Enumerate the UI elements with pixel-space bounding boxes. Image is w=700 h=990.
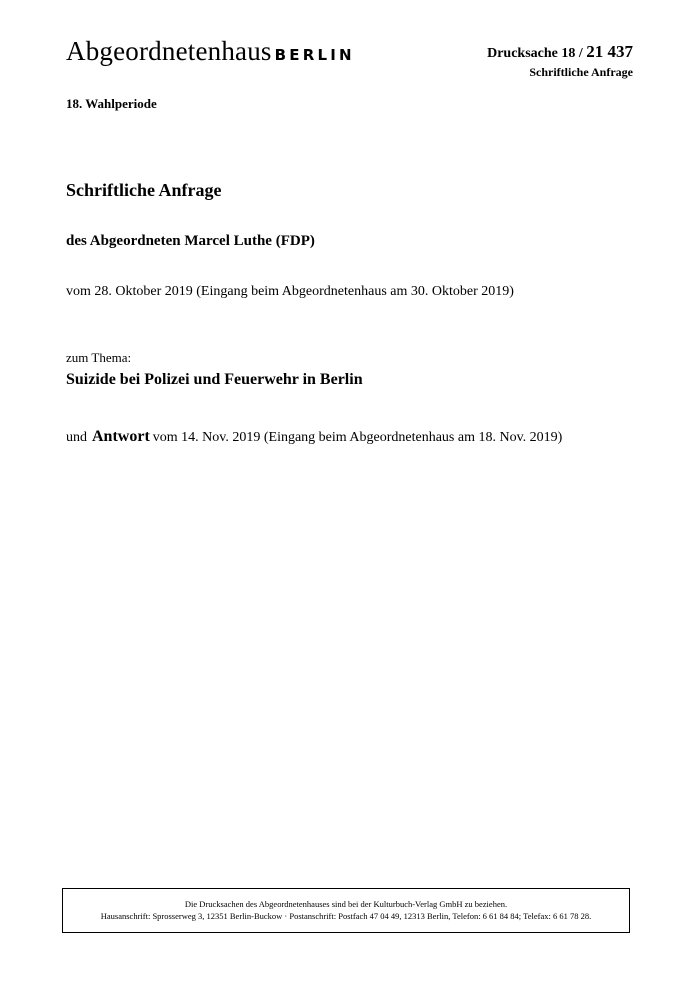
answer-label: Antwort [92, 428, 150, 445]
inquiry-dateline: vom 28. Oktober 2019 (Eingang beim Abgeordnetenhaus am 30. Oktober 2019) [66, 284, 514, 299]
topic-title: Suizide bei Polizei und Feuerwehr in Berlin [66, 371, 363, 388]
document-number [487, 43, 633, 61]
logo-wordmark: Abgeordnetenhaus [66, 36, 272, 66]
legislative-period: 18. Wahlperiode [66, 96, 157, 111]
answer-line [66, 428, 562, 446]
answer-prefix: und [66, 430, 87, 445]
author-line: des Abgeordneten Marcel Luthe (FDP) [66, 233, 315, 249]
footer-line-2: Hausanschrift: Sprosserweg 3, 12351 Berlin-Buckow · Postanschrift: Postfach 47 04 49, 12313 Berlin, Telefon: 6 61 84 84; Telefax: 6 61 78 28. [100, 911, 592, 921]
answer-dateline: vom 14. Nov. 2019 (Eingang beim Abgeordnetenhaus am 18. Nov. 2019) [152, 430, 563, 445]
footer-box [62, 888, 630, 933]
page-title: Schriftliche Anfrage [66, 180, 222, 200]
footer-line-1: Die Drucksachen des Abgeordnetenhauses sind bei der Kulturbuch-Verlag GmbH zu beziehen. [184, 899, 508, 909]
parliament-logo [66, 38, 355, 65]
document-type: Schriftliche Anfrage [529, 65, 633, 79]
logo-city: BERLIN [274, 46, 355, 64]
document-number-value: 21 437 [586, 42, 633, 61]
document-number-prefix: Drucksache 18 / [487, 46, 583, 61]
topic-label: zum Thema: [66, 350, 132, 365]
